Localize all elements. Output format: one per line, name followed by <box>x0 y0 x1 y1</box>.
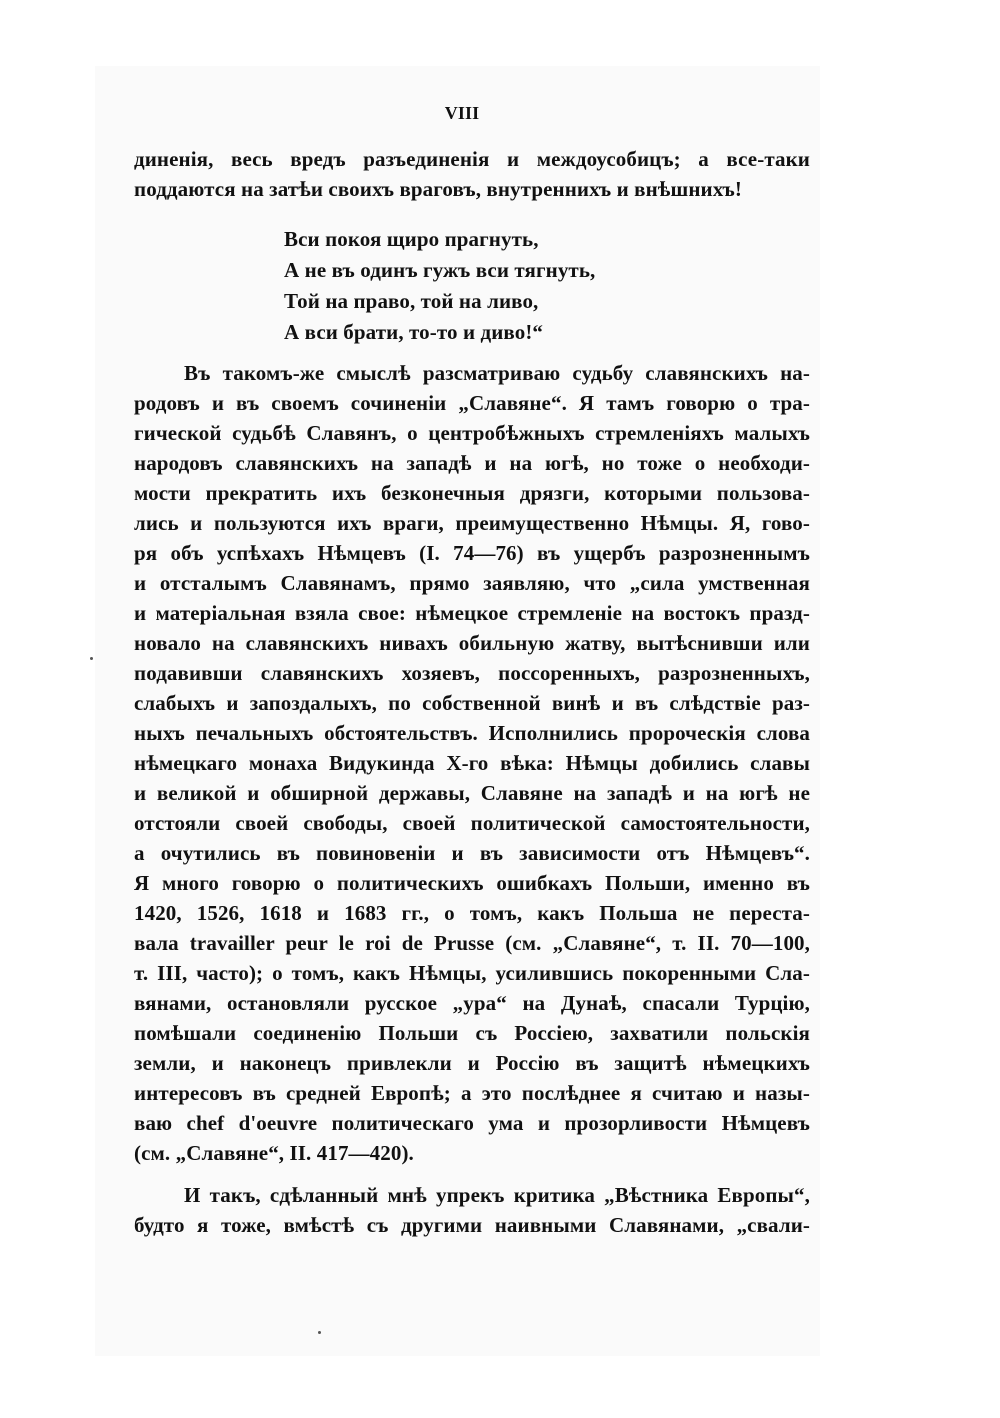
text-line: а очутились въ повиновеніи и въ зависимости отъ Нѣмцевъ“. <box>134 841 810 865</box>
text-line: земли, и наконецъ привлекли и Россію въ защитѣ нѣмецкихъ <box>134 1051 810 1075</box>
text-line: слабыхъ и запоздалыхъ, по собственной винѣ и въ слѣдствіе раз- <box>134 691 810 715</box>
text-line: подавивши славянскихъ хозяевъ, поссоренныхъ, разрозненныхъ, <box>134 661 810 685</box>
text-line: Я много говорю о политическихъ ошибкахъ Польши, именно въ <box>134 871 810 895</box>
scan-speck <box>318 1331 321 1334</box>
paragraph-1 <box>134 358 810 1168</box>
verse-line: Той на право, той на ливо, <box>284 289 539 313</box>
text-line: отстояли своей свободы, своей политической самостоятельности, <box>134 811 810 835</box>
text-line: родовъ и въ своемъ сочиненіи „Славяне“. Я тамъ говорю о тра- <box>134 391 810 415</box>
text-line: нѣмецкаго монаха Видукинда X-го вѣка: Нѣмцы добились славы <box>134 751 810 775</box>
text-line: поддаются на затѣи своихъ враговъ, внутреннихъ и внѣшнихъ! <box>134 177 742 201</box>
text-line: т. III, часто); о томъ, какъ Нѣмцы, усилившись покоренными Сла- <box>134 961 810 985</box>
verse-line: Вси покоя щиро прагнуть, <box>284 227 539 251</box>
text-line: Въ такомъ-же смыслѣ разсматриваю судьбу славянскихъ на- <box>184 361 810 385</box>
verse-line: А не въ одинъ гужъ вси тягнуть, <box>284 258 596 282</box>
page-number: VIII <box>444 103 480 123</box>
paragraph-2 <box>134 1180 810 1240</box>
text-line: лись и пользуются ихъ враги, преимущественно Нѣмцы. Я, гово- <box>134 511 810 535</box>
text-line: 1420, 1526, 1618 и 1683 гг., о томъ, какъ Польша не переста- <box>134 901 810 925</box>
text-line: помѣшали соединенію Польши съ Россіею, захватили польскія <box>134 1021 810 1045</box>
text-line: и отсталымъ Славянамъ, прямо заявляю, что „сила умственная <box>134 571 810 595</box>
text-line: интересовъ въ средней Европѣ; а это послѣднее я считаю и назы- <box>134 1081 810 1105</box>
text-line: И такъ, сдѣланный мнѣ упрекъ критика „Вѣстника Европы“, <box>184 1183 810 1207</box>
scan-speck <box>90 657 93 660</box>
text-line: вала travailler peur le roi de Prusse (см. „Славяне“, т. II. 70—100, <box>134 931 810 955</box>
text-line: и матеріальная взяла свое: нѣмецкое стремленіе на востокъ празд- <box>134 601 810 625</box>
text-line: ваю chef d'oeuvre политическаго ума и прозорливости Нѣмцевъ <box>134 1111 810 1135</box>
text-line: диненія, весь вредъ разъединенія и междоусобицъ; а все-таки <box>134 147 810 171</box>
text-line: новало на славянскихъ нивахъ обильную жатву, вытѣснивши или <box>134 631 810 655</box>
text-line: ря объ успѣхахъ Нѣмцевъ (I. 74—76) въ ущербъ разрозненнымъ <box>134 541 810 565</box>
text-line: мости прекратить ихъ безконечныя дрязги, которыми пользова- <box>134 481 810 505</box>
text-line: ныхъ печальныхъ обстоятельствъ. Исполнились пророческія слова <box>134 721 810 745</box>
text-line: гической судьбѣ Славянъ, о центробѣжныхъ стремленіяхъ малыхъ <box>134 421 810 445</box>
text-line: (см. „Славяне“, II. 417—420). <box>134 1141 414 1165</box>
verse-block <box>134 224 810 348</box>
page-text <box>134 97 810 1240</box>
text-line: народовъ славянскихъ на западѣ и на югѣ, но тоже о необходи- <box>134 451 810 475</box>
text-line: будто я тоже, вмѣстѣ съ другими наивными Славянами, „свали- <box>134 1213 810 1237</box>
text-line: и великой и обширной державы, Славяне на западѣ и на югѣ не <box>134 781 810 805</box>
verse-line: А вси брати, то-то и диво!“ <box>284 320 544 344</box>
text-line: вянами, остановляли русское „ура“ на Дунаѣ, спасали Турцію, <box>134 991 810 1015</box>
